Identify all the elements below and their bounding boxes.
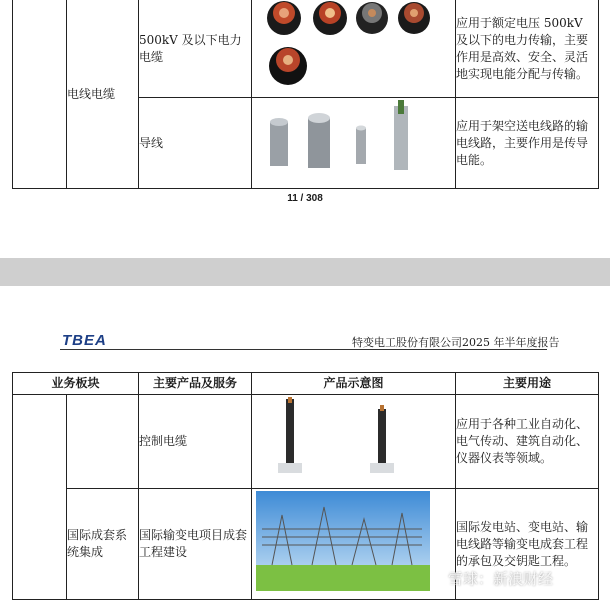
segment-cell: 国际成套系统集成 [67,489,139,600]
tbea-logo: TBEA [62,332,107,349]
page-number: 11 / 308 [287,193,323,204]
product-image-cell [252,0,456,98]
product-cell: 导线 [139,98,252,189]
product-image-cell [252,489,456,600]
product-cell: 控制电缆 [139,395,252,489]
segment-cell [67,395,139,489]
usage-cell: 应用于各种工业自动化、电气传动、建筑自动化、仪器仪表等领域。 [456,395,599,489]
document-page-bottom [0,286,610,599]
power-cable-image [252,0,456,97]
page-separator [0,258,610,286]
product-image-cell [252,395,456,489]
header-segment: 业务板块 [13,373,139,395]
substation-photo [252,489,456,599]
segment-empty-cell [13,395,67,600]
document-page-top [0,0,610,258]
header-product: 主要产品及服务 [139,373,252,395]
segment-empty-cell [13,0,67,189]
header-usage: 主要用途 [456,373,599,395]
product-table-top [12,0,599,189]
usage-cell: 应用于额定电压 500kV 及以下的电力传输，主要作用是高效、安全、灵活地实现电能分配与传输。 [456,0,599,98]
product-image-cell [252,98,456,189]
product-cell: 国际输变电项目成套工程建设 [139,489,252,600]
product-cell: 500kV 及以下电力电缆 [139,0,252,98]
usage-cell: 国际发电站、变电站、输电线路等输变电成套工程的承包及交钥匙工程。 [456,489,599,600]
conductor-wire-image [252,98,456,188]
report-title: 特变电工股份有限公司2025 年半年度报告 [352,336,560,349]
product-table-bottom [12,372,599,600]
watermark: 雪球：新浪财经 [448,570,554,588]
header-image: 产品示意图 [252,373,456,395]
segment-cell: 电线电缆 [67,0,139,189]
control-cable-image [252,395,456,488]
header-rule [60,349,547,350]
usage-cell: 应用于架空送电线路的输电线路，主要作用是传导电能。 [456,98,599,189]
